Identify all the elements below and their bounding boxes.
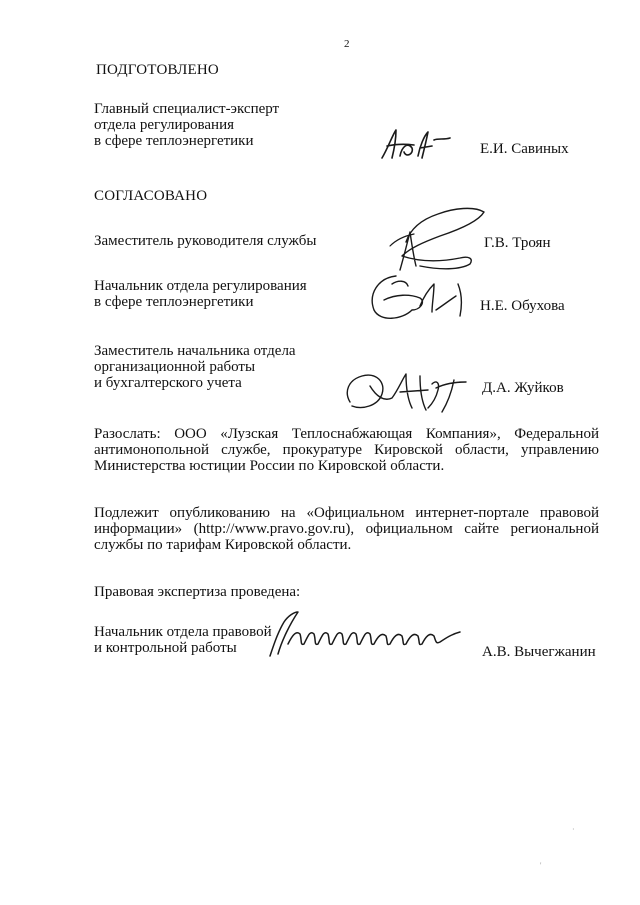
agreed-heading: СОГЛАСОВАНО — [94, 188, 208, 204]
page-number: 2 — [344, 38, 350, 50]
legal-review-statement: Правовая экспертиза проведена: — [94, 584, 301, 600]
prepared-position: Главный специалист-эксперт отдела регулирования в сфере теплоэнергетики — [94, 101, 280, 149]
scan-speck: ' — [540, 861, 542, 870]
signature-zhuikov — [336, 362, 476, 418]
legal-review-name: А.В. Вычегжанин — [482, 644, 596, 660]
agreed-position: Заместитель руководителя службы — [94, 233, 317, 249]
agreed-position: Заместитель начальника отдела организационной работы и бухгалтерского учета — [94, 343, 296, 391]
distribution-list: Разослать: ООО «Лузская Теплоснабжающая Компания», Федеральной антимонопольной службе, прокуратуре Кировской области, управлению Министерства юстиции России по Кировской области. — [94, 426, 599, 474]
prepared-name: Е.И. Савиных — [480, 141, 569, 157]
legal-review-position: Начальник отдела правовой и контрольной работы — [94, 624, 272, 656]
publication-notice: Подлежит опубликованию на «Официальном интернет-портале правовой информации» (http://www.pravo.gov.ru), официальном сайте региональной службы по тарифам Кировской области. — [94, 505, 599, 553]
signature-obukhova — [362, 266, 472, 328]
signature-troyan — [380, 200, 490, 276]
agreed-name: Д.А. Жуйков — [482, 380, 564, 396]
agreed-name: Н.Е. Обухова — [480, 298, 565, 314]
prepared-heading: ПОДГОТОВЛЕНО — [96, 62, 219, 78]
agreed-position: Начальник отдела регулирования в сфере теплоэнергетики — [94, 278, 307, 310]
scan-speck: · — [572, 825, 575, 834]
signature-savinykh — [378, 126, 454, 162]
agreed-name: Г.В. Троян — [484, 235, 551, 251]
signature-vychegzhanin — [264, 604, 464, 662]
